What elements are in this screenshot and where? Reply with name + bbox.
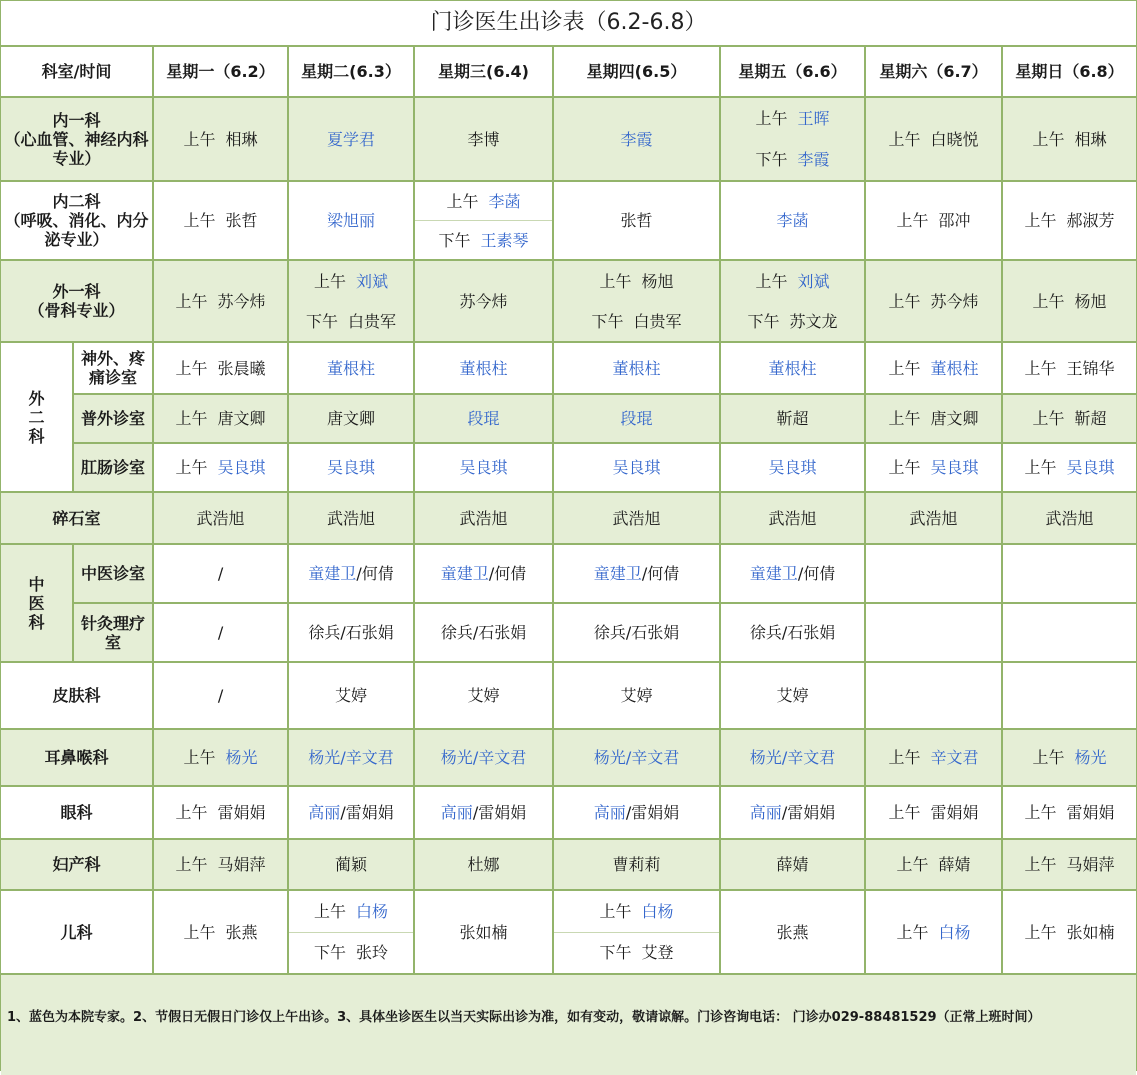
cell: 高丽/雷娟娟 [414, 786, 553, 839]
cell-split: 上午 李菡 下午 王素琴 [414, 181, 553, 260]
cell: 上午 苏今炜 [153, 260, 288, 342]
cell: 上午 张如楠 [1002, 890, 1136, 974]
cell: 上午 邵冲 [865, 181, 1002, 260]
cell: 高丽/雷娟娟 [553, 786, 720, 839]
header-dept: 科室/时间 [1, 47, 153, 97]
cell: 徐兵/石张娟 [288, 603, 414, 662]
cell-empty [1002, 603, 1136, 662]
cell: 艾婷 [288, 662, 414, 729]
cell: 上午 辛文君 [865, 729, 1002, 786]
cell: 武浩旭 [553, 492, 720, 544]
cell: 董根柱 [288, 342, 414, 394]
header-row [1, 47, 1136, 97]
cell: 吴良琪 [720, 443, 865, 492]
row-obgyn [1, 839, 1136, 890]
cell: / [153, 662, 288, 729]
cell: 杜娜 [414, 839, 553, 890]
dept-surgery-2: 外 二 科 [1, 342, 73, 492]
cell: 上午 相琳 [1002, 97, 1136, 181]
dept-internal-1: 内一科 （心血管、神经内科专业） [1, 97, 153, 181]
cell: 上午 张燕 [153, 890, 288, 974]
footer-note: 1、蓝色为本院专家。2、节假日无假日门诊仅上午出诊。3、具体坐诊医生以当天实际出诊为准，如有变动，敬请谅解。门诊咨询电话： 门诊办029-88481529（正常上班时间） [1, 975, 1136, 1075]
row-internal-2 [1, 181, 1136, 260]
dept-obgyn: 妇产科 [1, 839, 153, 890]
cell-split: 上午 刘斌 下午 苏文龙 [720, 260, 865, 342]
cell: 靳超 [720, 394, 865, 443]
cell: 上午 唐文卿 [865, 394, 1002, 443]
header-fri: 星期五（6.6） [720, 47, 865, 97]
dept-surgery-1: 外一科 （骨科专业） [1, 260, 153, 342]
cell: 曹莉莉 [553, 839, 720, 890]
header-wed: 星期三(6.4) [414, 47, 553, 97]
cell: 武浩旭 [1002, 492, 1136, 544]
cell: 杨光/辛文君 [414, 729, 553, 786]
cell: 上午 张哲 [153, 181, 288, 260]
cell-empty [865, 544, 1002, 603]
cell: 张如楠 [414, 890, 553, 974]
dept-ent: 耳鼻喉科 [1, 729, 153, 786]
cell: 李菡 [720, 181, 865, 260]
cell: 上午 杨旭 [1002, 260, 1136, 342]
cell: 上午 唐文卿 [153, 394, 288, 443]
header-sun: 星期日（6.8） [1002, 47, 1136, 97]
cell: 上午 靳超 [1002, 394, 1136, 443]
cell: 梁旭丽 [288, 181, 414, 260]
cell: 李博 [414, 97, 553, 181]
cell: 夏学君 [288, 97, 414, 181]
dept-pediatrics: 儿科 [1, 890, 153, 974]
cell: 武浩旭 [414, 492, 553, 544]
row-neuro [1, 342, 1136, 394]
cell: 上午 白晓悦 [865, 97, 1002, 181]
dept-anorectal: 肛肠诊室 [73, 443, 153, 492]
dept-dermatology: 皮肤科 [1, 662, 153, 729]
cell: 艾婷 [414, 662, 553, 729]
cell: 上午 马娟萍 [1002, 839, 1136, 890]
cell: 高丽/雷娟娟 [720, 786, 865, 839]
cell: 童建卫/何倩 [288, 544, 414, 603]
cell: 上午 雷娟娟 [865, 786, 1002, 839]
cell-split: 上午 刘斌 下午 白贵军 [288, 260, 414, 342]
cell: 高丽/雷娟娟 [288, 786, 414, 839]
cell: 武浩旭 [288, 492, 414, 544]
cell: 艾婷 [553, 662, 720, 729]
cell: 蔺颖 [288, 839, 414, 890]
dept-lithotripsy: 碎石室 [1, 492, 153, 544]
cell-split: 上午 白杨 下午 艾登 [553, 890, 720, 974]
cell: / [153, 544, 288, 603]
cell: / [153, 603, 288, 662]
row-general [1, 394, 1136, 443]
dept-neuro: 神外、疼痛诊室 [73, 342, 153, 394]
row-anorectal [1, 443, 1136, 492]
cell-split: 上午 王晖 下午 李霞 [720, 97, 865, 181]
cell: 艾婷 [720, 662, 865, 729]
row-acupuncture [1, 603, 1136, 662]
row-ent [1, 729, 1136, 786]
cell: 上午 郝淑芳 [1002, 181, 1136, 260]
cell: 武浩旭 [865, 492, 1002, 544]
cell-split: 上午 白杨 下午 张玲 [288, 890, 414, 974]
dept-tcm-clinic: 中医诊室 [73, 544, 153, 603]
cell-empty [865, 662, 1002, 729]
cell: 苏今炜 [414, 260, 553, 342]
cell: 上午 董根柱 [865, 342, 1002, 394]
cell: 上午 王锦华 [1002, 342, 1136, 394]
header-mon: 星期一（6.2） [153, 47, 288, 97]
schedule-table [1, 47, 1136, 975]
cell-empty [1002, 544, 1136, 603]
cell-empty [1002, 662, 1136, 729]
row-lithotripsy [1, 492, 1136, 544]
header-tue: 星期二(6.3） [288, 47, 414, 97]
cell: 徐兵/石张娟 [414, 603, 553, 662]
dept-acupuncture: 针灸理疗室 [73, 603, 153, 662]
cell: 上午 马娟萍 [153, 839, 288, 890]
cell: 唐文卿 [288, 394, 414, 443]
cell: 上午 吴良琪 [865, 443, 1002, 492]
cell-split: 上午 杨旭 下午 白贵军 [553, 260, 720, 342]
cell: 武浩旭 [720, 492, 865, 544]
header-thu: 星期四(6.5） [553, 47, 720, 97]
cell: 徐兵/石张娟 [720, 603, 865, 662]
cell: 段琨 [553, 394, 720, 443]
row-tcm [1, 544, 1136, 603]
cell: 上午 杨光 [1002, 729, 1136, 786]
cell: 上午 苏今炜 [865, 260, 1002, 342]
cell: 上午 吴良琪 [1002, 443, 1136, 492]
cell: 武浩旭 [153, 492, 288, 544]
cell: 童建卫/何倩 [553, 544, 720, 603]
cell: 吴良琪 [288, 443, 414, 492]
cell: 上午 相琳 [153, 97, 288, 181]
cell: 董根柱 [414, 342, 553, 394]
row-pediatrics [1, 890, 1136, 974]
dept-tcm: 中 医 科 [1, 544, 73, 662]
dept-ophthalmology: 眼科 [1, 786, 153, 839]
cell-empty [865, 603, 1002, 662]
cell: 李霞 [553, 97, 720, 181]
cell: 上午 白杨 [865, 890, 1002, 974]
cell: 上午 张晨曦 [153, 342, 288, 394]
cell: 张燕 [720, 890, 865, 974]
cell: 上午 雷娟娟 [1002, 786, 1136, 839]
cell: 童建卫/何倩 [414, 544, 553, 603]
cell: 杨光/辛文君 [288, 729, 414, 786]
cell: 张哲 [553, 181, 720, 260]
cell: 杨光/辛文君 [720, 729, 865, 786]
row-ophthalmology [1, 786, 1136, 839]
cell: 吴良琪 [414, 443, 553, 492]
cell: 上午 吴良琪 [153, 443, 288, 492]
cell: 吴良琪 [553, 443, 720, 492]
cell: 段琨 [414, 394, 553, 443]
row-dermatology [1, 662, 1136, 729]
cell: 董根柱 [553, 342, 720, 394]
cell: 徐兵/石张娟 [553, 603, 720, 662]
dept-internal-2: 内二科 （呼吸、消化、内分泌专业） [1, 181, 153, 260]
page-title: 门诊医生出诊表（6.2-6.8） [1, 1, 1136, 47]
dept-general: 普外诊室 [73, 394, 153, 443]
header-sat: 星期六（6.7） [865, 47, 1002, 97]
cell: 上午 薛婧 [865, 839, 1002, 890]
cell: 杨光/辛文君 [553, 729, 720, 786]
cell: 董根柱 [720, 342, 865, 394]
cell: 薛婧 [720, 839, 865, 890]
cell: 上午 杨光 [153, 729, 288, 786]
cell: 童建卫/何倩 [720, 544, 865, 603]
row-internal-1 [1, 97, 1136, 181]
cell: 上午 雷娟娟 [153, 786, 288, 839]
row-surgery-1 [1, 260, 1136, 342]
